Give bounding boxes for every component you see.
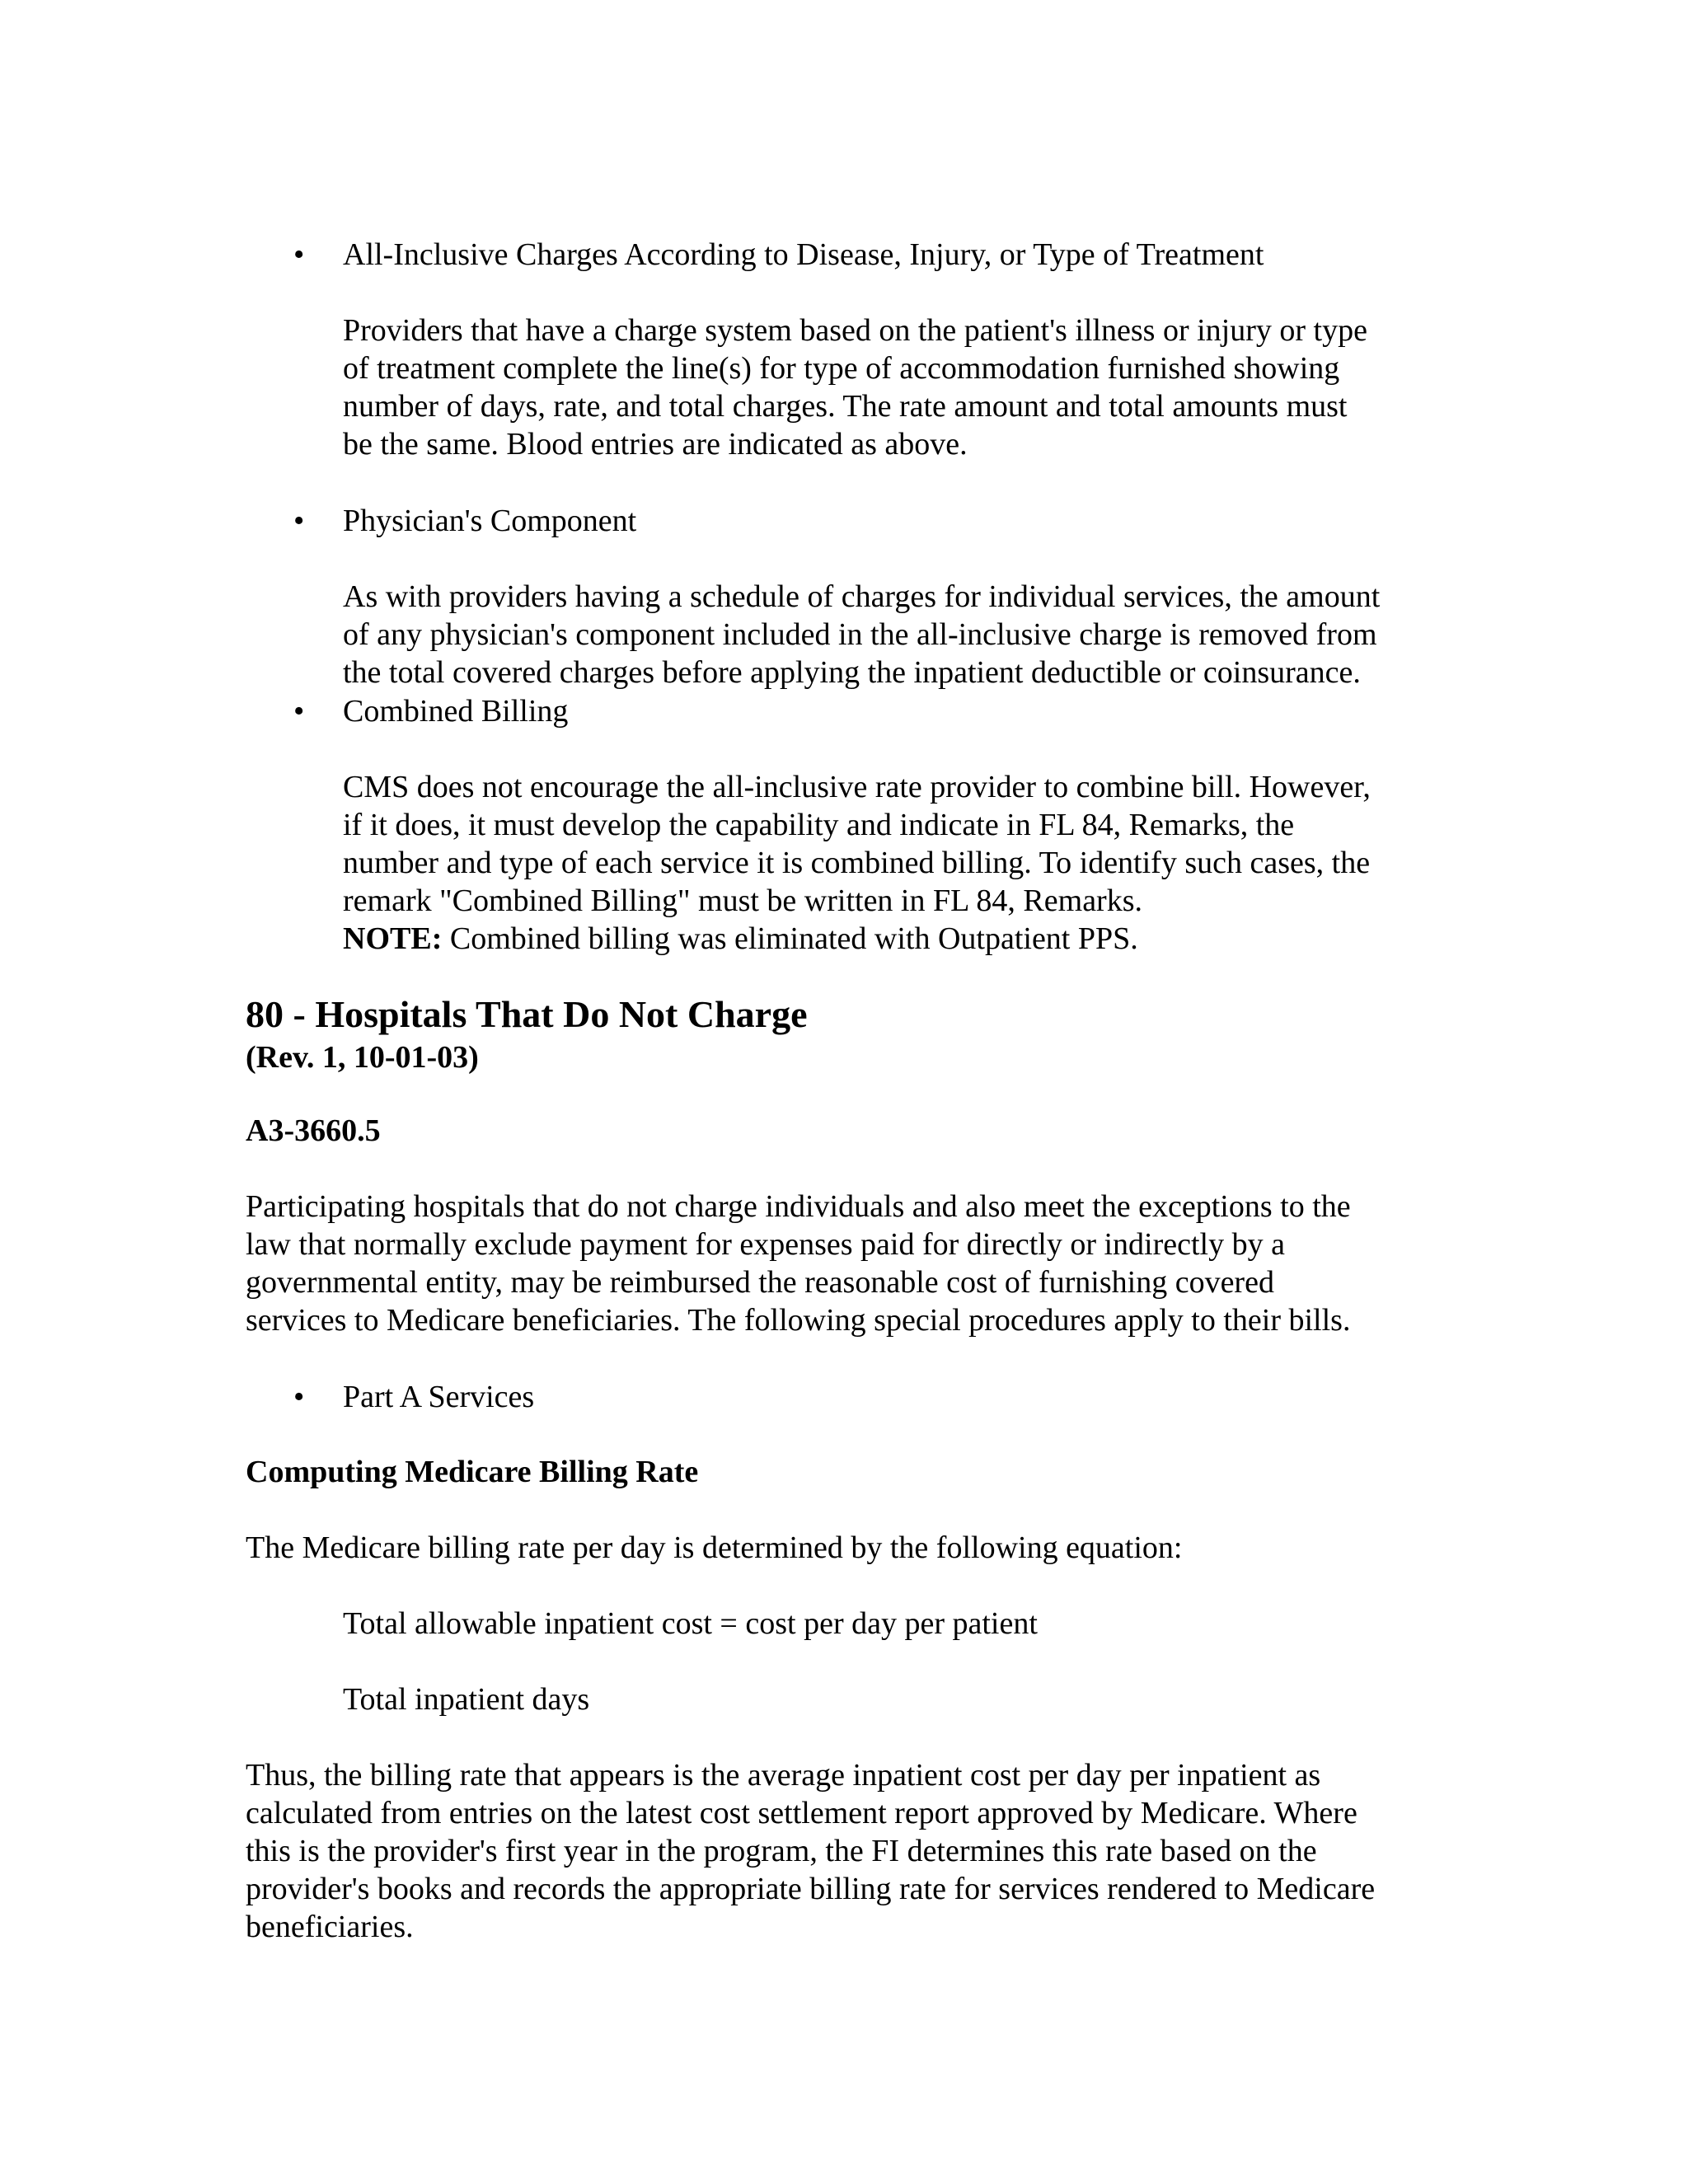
bullet-icon: • (293, 504, 305, 538)
bullet-label: Part A Services (343, 1380, 535, 1414)
text-line: of treatment complete the line(s) for type of accommodation furnished showing (343, 351, 1340, 386)
text-line: be the same. Blood entries are indicated as above. (343, 427, 968, 462)
reference-code: A3-3660.5 (246, 1113, 381, 1148)
paragraph-all-inclusive (343, 312, 1447, 463)
text-line: law that normally exclude payment for expenses paid for directly or indirectly by a (246, 1227, 1285, 1262)
text-line: remark "Combined Billing" must be written in FL 84, Remarks. (343, 883, 1143, 918)
equation-numerator: Total allowable inpatient cost = cost per day per patient (343, 1606, 1038, 1641)
section-title: 80 - Hospitals That Do Not Charge (246, 993, 808, 1035)
text-line: Thus, the billing rate that appears is the average inpatient cost per day per inpatient as (246, 1758, 1321, 1793)
note-text: Combined billing was eliminated with Outpatient PPS. (442, 921, 1138, 956)
bullet-icon: • (293, 1380, 305, 1414)
text-line: of any physician's component included in the all-inclusive charge is removed from (343, 617, 1377, 652)
text-line: Participating hospitals that do not charge individuals and also meet the exceptions to the (246, 1189, 1351, 1224)
text-line: the total covered charges before applying the inpatient deductible or coinsurance. (343, 655, 1361, 690)
text-line: services to Medicare beneficiaries. The following special procedures apply to their bills. (246, 1303, 1351, 1338)
bullet-label: Combined Billing (343, 694, 569, 729)
paragraph-combined-billing (343, 768, 1447, 958)
text-line: number of days, rate, and total charges. The rate amount and total amounts must (343, 389, 1348, 424)
bullet-icon: • (293, 694, 305, 729)
text-line: provider's books and records the appropriate billing rate for services rendered to Medicare (246, 1872, 1376, 1906)
conclusion-paragraph (246, 1756, 1449, 1946)
bullet-label: Physician's Component (343, 504, 637, 538)
revision-label: (Rev. 1, 10-01-03) (246, 1040, 479, 1075)
text-line: this is the provider's first year in the program, the FI determines this rate based on the (246, 1834, 1317, 1868)
text-line: CMS does not encourage the all-inclusive rate provider to combine bill. However, (343, 770, 1371, 804)
text-line: if it does, it must develop the capability and indicate in FL 84, Remarks, the (343, 808, 1295, 842)
text-line: As with providers having a schedule of charges for individual services, the amount (343, 579, 1381, 614)
bullet-icon: • (293, 237, 305, 272)
text-line: calculated from entries on the latest cost settlement report approved by Medicare. Where (246, 1796, 1357, 1830)
text-line: beneficiaries. (246, 1910, 414, 1944)
text-line: governmental entity, may be reimbursed the reasonable cost of furnishing covered (246, 1265, 1274, 1300)
paragraph-physicians-component (343, 578, 1447, 691)
note-line (343, 920, 1447, 958)
intro-paragraph (246, 1188, 1449, 1339)
text-line: Providers that have a charge system based on the patient's illness or injury or type (343, 313, 1367, 348)
subheading: Computing Medicare Billing Rate (246, 1455, 699, 1489)
text-line: number and type of each service it is combined billing. To identify such cases, the (343, 846, 1371, 880)
equation-denominator: Total inpatient days (343, 1682, 590, 1717)
bullet-label: All-Inclusive Charges According to Disease, Injury, or Type of Treatment (343, 237, 1264, 272)
note-label: NOTE: (343, 921, 443, 956)
equation-intro: The Medicare billing rate per day is determined by the following equation: (246, 1530, 1183, 1565)
